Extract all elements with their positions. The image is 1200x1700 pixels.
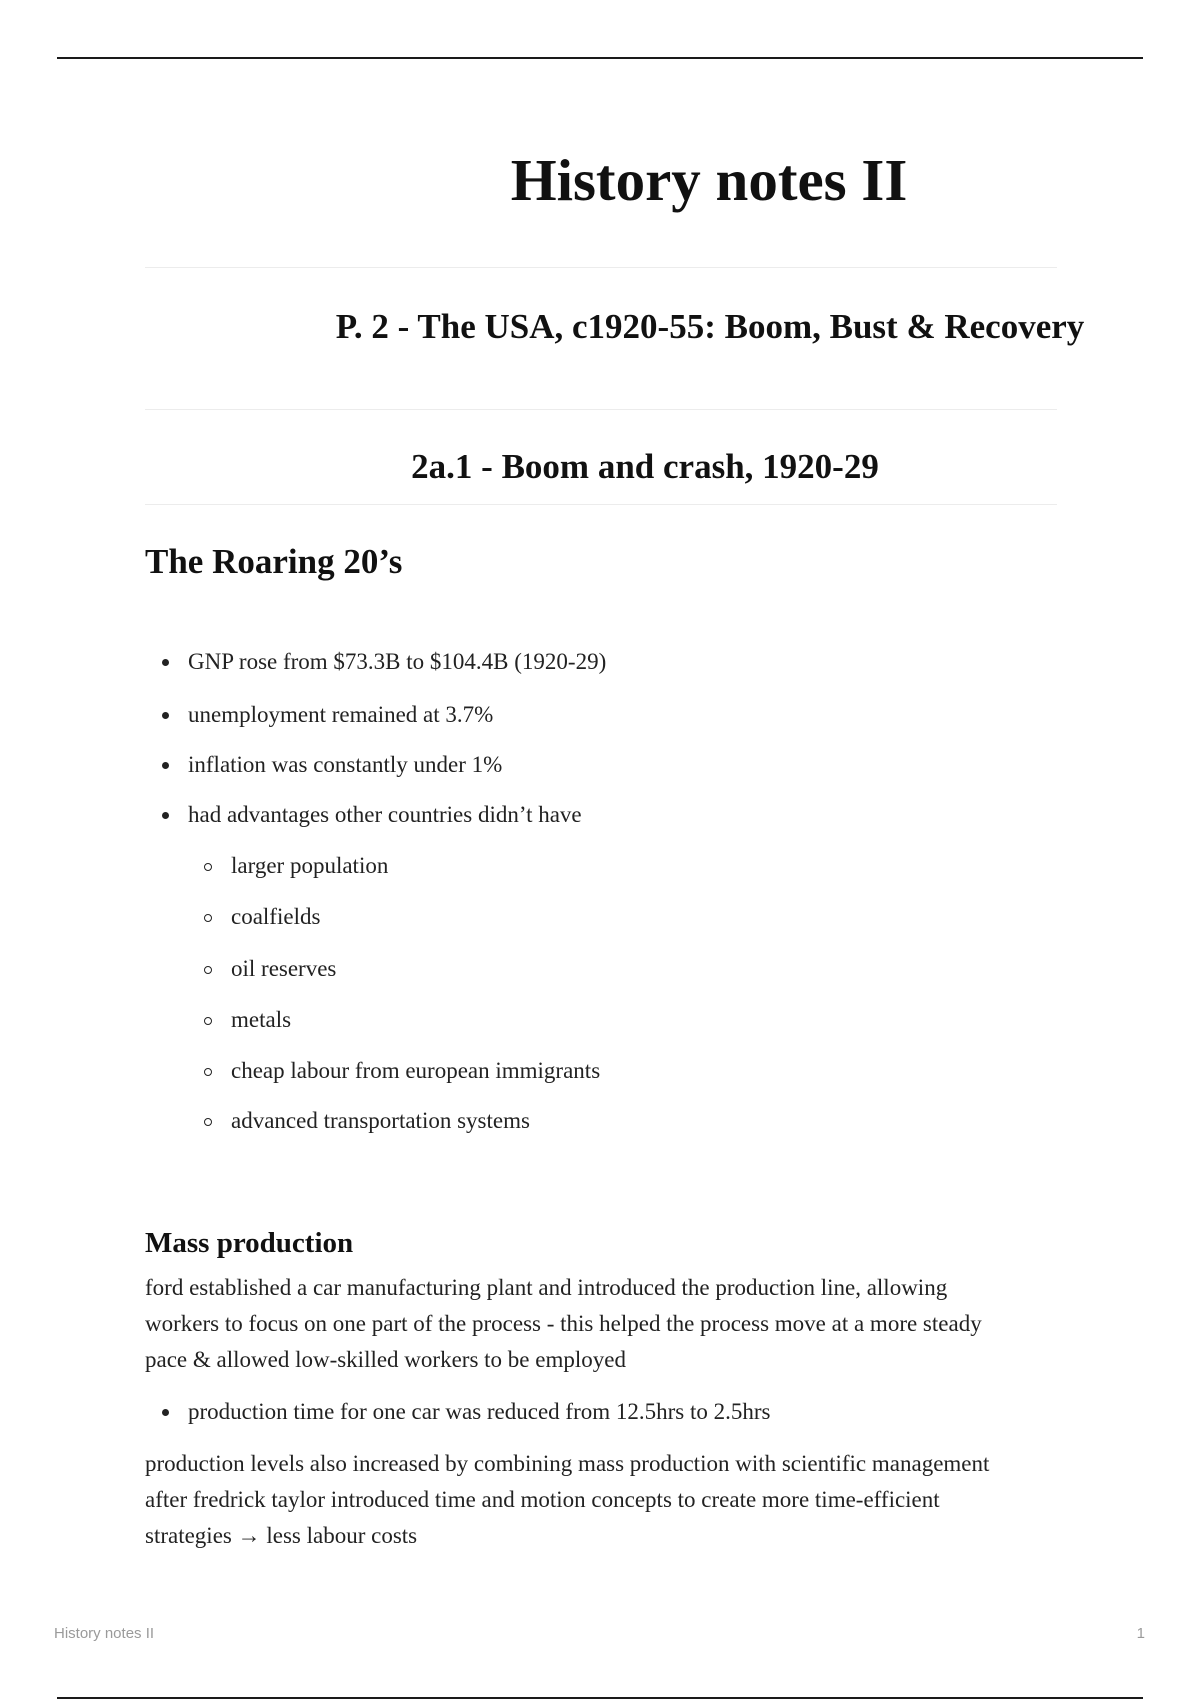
sub-list-item: metals xyxy=(231,1007,292,1032)
divider xyxy=(145,267,1057,268)
paragraph-line: after fredrick taylor introduced time and motion concepts to create more time-efficient xyxy=(145,1487,940,1512)
bullet-disc xyxy=(162,1409,169,1416)
divider xyxy=(145,409,1057,410)
roaring-20s-heading: The Roaring 20’s xyxy=(145,542,403,581)
sub-list-item: advanced transportation systems xyxy=(231,1108,530,1133)
paragraph-line: strategies → less labour costs xyxy=(145,1523,418,1548)
section-heading: 2a.1 - Boom and crash, 1920-29 xyxy=(411,447,879,486)
bullet-circle xyxy=(204,1017,212,1025)
bullet-circle xyxy=(204,863,212,871)
page-title: History notes II xyxy=(510,147,908,213)
paragraph-line: workers to focus on one part of the process - this helped the process move at a more steady xyxy=(145,1311,982,1336)
bullet-circle xyxy=(204,1068,212,1076)
bullet-disc xyxy=(162,812,169,819)
bullet-disc xyxy=(162,712,169,719)
bullet-circle xyxy=(204,966,212,974)
top-rule xyxy=(57,57,1143,59)
list-item: unemployment remained at 3.7% xyxy=(188,702,494,727)
part-heading: P. 2 - The USA, c1920-55: Boom, Bust & Recovery xyxy=(335,307,1085,346)
bullet-circle xyxy=(204,1118,212,1126)
divider xyxy=(145,504,1057,505)
footer-doc-name: History notes II xyxy=(54,1625,155,1642)
paragraph-line: production levels also increased by combining mass production with scientific management xyxy=(145,1451,990,1476)
bullet-disc xyxy=(162,762,169,769)
sub-list-item: cheap labour from european immigrants xyxy=(231,1058,601,1083)
list-item: production time for one car was reduced from 12.5hrs to 2.5hrs xyxy=(188,1399,771,1424)
list-item: had advantages other countries didn’t have xyxy=(188,802,582,827)
bottom-rule xyxy=(57,1697,1143,1699)
bullet-disc xyxy=(162,659,169,666)
mass-production-heading: Mass production xyxy=(145,1227,354,1259)
bullet-circle xyxy=(204,914,212,922)
paragraph-line: ford established a car manufacturing plant and introduced the production line, allowing xyxy=(145,1275,948,1300)
list-item: GNP rose from $73.3B to $104.4B (1920-29) xyxy=(188,649,607,674)
footer-page-number: 1 xyxy=(1136,1625,1145,1642)
sub-list-item: oil reserves xyxy=(231,956,337,981)
paragraph-line: pace & allowed low-skilled workers to be employed xyxy=(145,1347,626,1372)
sub-list-item: larger population xyxy=(231,853,389,878)
sub-list-item: coalfields xyxy=(231,904,321,929)
list-item: inflation was constantly under 1% xyxy=(188,752,503,777)
